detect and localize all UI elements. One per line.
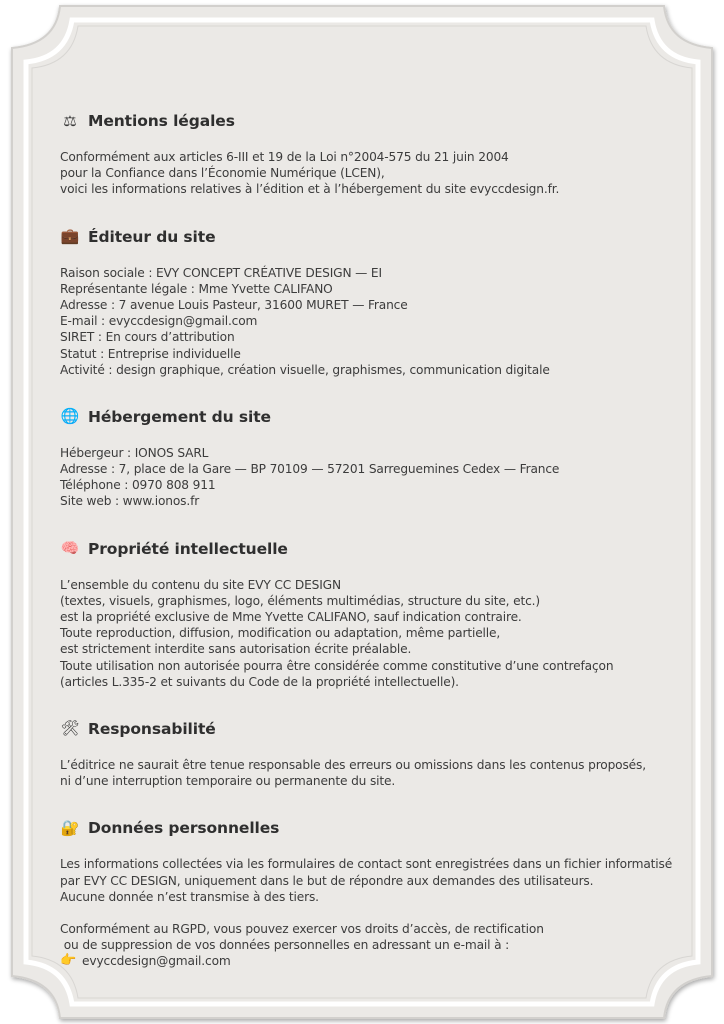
scales-icon: ⚖	[63, 111, 77, 130]
body-line: pour la Confiance dans l’Économie Numérique (LCEN),	[60, 166, 385, 181]
section-responsabilit-	[60, 712, 700, 789]
body-line: Hébergeur : IONOS SARL	[60, 445, 209, 460]
section-heading	[60, 220, 700, 254]
body-line: Toute reproduction, diffusion, modification ou adaptation, même partielle,	[60, 626, 501, 641]
section-heading	[60, 532, 700, 566]
body-line: ni d’une interruption temporaire ou permanente du site.	[60, 774, 396, 789]
body-line: Conformément aux articles 6-III et 19 de la Loi n°2004-575 du 21 juin 2004	[60, 150, 509, 164]
body-line: Aucune donnée n’est transmise à des tiers.	[60, 889, 319, 904]
section-title: Hébergement du site	[88, 407, 271, 426]
body-line: est strictement interdite sans autorisation écrite préalable.	[60, 642, 412, 657]
section-heading	[60, 811, 700, 845]
section-heading	[60, 104, 700, 138]
email-address[interactable]: evyccdesign@gmail.com	[82, 954, 231, 969]
body-line: Site web : www.ionos.fr	[60, 494, 200, 509]
section-heading	[60, 712, 700, 746]
body-line: Activité : design graphique, création visuelle, graphismes, communication digitale	[60, 362, 550, 377]
globe-icon: 🌐	[60, 407, 80, 426]
section-title: Mentions légales	[88, 112, 235, 130]
body-line: Conformément au RGPD, vous pouvez exercer vos droits d’accès, de rectification	[60, 922, 544, 937]
body-line: SIRET : En cours d’attribution	[60, 330, 235, 345]
section-body	[60, 149, 700, 198]
body-line: Téléphone : 0970 808 911	[60, 478, 216, 493]
brain-icon: 🧠	[60, 539, 80, 558]
body-line: L’éditrice ne saurait être tenue responsable des erreurs ou omissions dans les contenus proposés,	[60, 757, 646, 772]
section-title: Propriété intellectuelle	[88, 539, 288, 558]
body-line	[60, 905, 700, 921]
pointing-hand-icon: 👉	[60, 953, 77, 969]
contact-email	[60, 953, 700, 969]
body-line: est la propriété exclusive de Mme Yvette CALIFANO, sauf indication contraire.	[60, 610, 522, 624]
section-title: Responsabilité	[88, 719, 216, 738]
section-body	[60, 445, 700, 510]
body-line: Les informations collectées via les formulaires de contact sont enregistrées dans un fichier informatisé	[60, 857, 673, 872]
body-line: Toute utilisation non autorisée pourra être considérée comme constitutive d’une contrefaçon	[60, 658, 614, 673]
section-body	[60, 577, 700, 690]
section-body	[60, 757, 700, 789]
section-mentions-l-gales	[60, 104, 700, 198]
section-propri-t-intellectuelle	[60, 532, 700, 690]
section--diteur-du-site	[60, 220, 700, 378]
tools-icon: 🛠	[60, 719, 80, 738]
body-line: par EVY CC DESIGN, uniquement dans le but de répondre aux demandes des utilisateurs.	[60, 873, 594, 888]
body-line: (textes, visuels, graphismes, logo, éléments multimédias, structure du site, etc.)	[60, 593, 540, 608]
section-h-bergement-du-site	[60, 400, 700, 510]
body-line: ou de suppression de vos données personnelles en adressant un e-mail à :	[60, 938, 510, 953]
lock-icon: 🔐	[60, 818, 80, 837]
body-line: Représentante légale : Mme Yvette CALIFANO	[60, 281, 333, 296]
section-heading	[60, 400, 700, 434]
briefcase-icon: 💼	[60, 227, 80, 246]
body-line: L’ensemble du contenu du site EVY CC DESIGN	[60, 577, 341, 592]
section-body	[60, 856, 700, 969]
body-line: (articles L.335-2 et suivants du Code de la propriété intellectuelle).	[60, 674, 459, 689]
section-title: Éditeur du site	[88, 227, 216, 246]
body-line: Raison sociale : EVY CONCEPT CRÉATIVE DESIGN — EI	[60, 265, 382, 280]
body-line: Statut : Entreprise individuelle	[60, 346, 241, 361]
legal-notice-content	[60, 104, 700, 970]
body-line: Adresse : 7 avenue Louis Pasteur, 31600 MURET — France	[60, 297, 408, 312]
body-line: Adresse : 7, place de la Gare — BP 70109 — 57201 Sarreguemines Cedex — France	[60, 462, 560, 477]
section-body	[60, 265, 700, 378]
body-line: E-mail : evyccdesign@gmail.com	[60, 314, 258, 329]
section-donn-es-personnelles	[60, 811, 700, 969]
body-line: voici les informations relatives à l’édition et à l’hébergement du site evyccdesign.fr.	[60, 182, 560, 197]
section-title: Données personnelles	[88, 819, 280, 838]
